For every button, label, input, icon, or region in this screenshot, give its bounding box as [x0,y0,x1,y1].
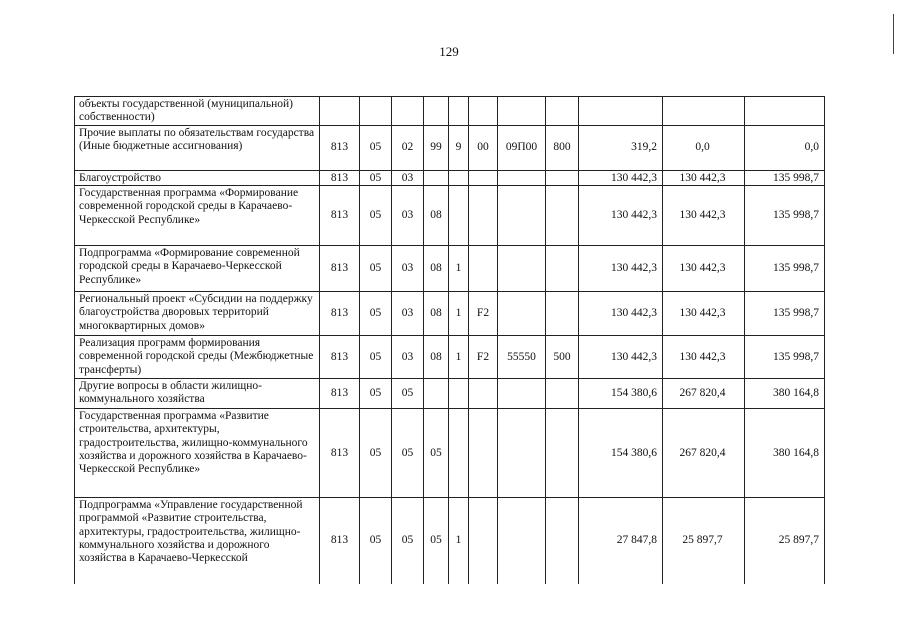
section-code-cell: 05 [360,292,392,336]
grbs-code-cell: 813 [320,186,360,246]
amount-year2-cell: 267 820,4 [663,409,745,498]
table-row [75,292,825,336]
row-name-cell: Реализация программ формирования современной городской среды (Межбюджетные трансферты) [75,336,320,379]
subprogram-code-cell: 1 [449,498,469,584]
direction-code-cell [498,292,546,336]
amount-year3-cell: 135 998,7 [745,246,825,292]
subsection-code-cell: 03 [392,186,424,246]
direction-code-cell [498,379,546,409]
table-body [75,97,825,584]
table-row [75,97,825,126]
grbs-code-cell: 813 [320,336,360,379]
subsection-code-cell: 03 [392,292,424,336]
table-row [75,379,825,409]
subprogram-code-cell [449,171,469,186]
project-code-cell [469,498,498,584]
subsection-code-cell: 05 [392,379,424,409]
amount-year2-cell: 130 442,3 [663,292,745,336]
subsection-code-cell: 03 [392,246,424,292]
program-code-cell: 99 [424,126,449,171]
grbs-code-cell: 813 [320,171,360,186]
subprogram-code-cell [449,379,469,409]
subprogram-code-cell: 1 [449,246,469,292]
section-code-cell: 05 [360,186,392,246]
program-code-cell [424,171,449,186]
program-code-cell [424,97,449,126]
grbs-code-cell: 813 [320,246,360,292]
subsection-code-cell: 05 [392,498,424,584]
subsection-code-cell: 03 [392,171,424,186]
amount-year1-cell: 154 380,6 [579,409,663,498]
direction-code-cell: 55550 [498,336,546,379]
budget-table [74,96,825,584]
grbs-code-cell: 813 [320,292,360,336]
expense-type-cell [546,292,579,336]
table-row [75,126,825,171]
project-code-cell [469,97,498,126]
direction-code-cell [498,498,546,584]
subprogram-code-cell: 1 [449,292,469,336]
amount-year3-cell: 25 897,7 [745,498,825,584]
amount-year2-cell: 0,0 [663,126,745,171]
program-code-cell: 08 [424,246,449,292]
project-code-cell [469,186,498,246]
row-name-cell: Другие вопросы в области жилищно-коммунального хозяйства [75,379,320,409]
amount-year3-cell: 0,0 [745,126,825,171]
grbs-code-cell: 813 [320,498,360,584]
program-code-cell: 08 [424,186,449,246]
section-code-cell: 05 [360,336,392,379]
expense-type-cell [546,97,579,126]
program-code-cell: 08 [424,336,449,379]
amount-year2-cell: 130 442,3 [663,171,745,186]
row-name-cell: Благоустройство [75,171,320,186]
amount-year3-cell: 135 998,7 [745,186,825,246]
project-code-cell [469,171,498,186]
project-code-cell [469,379,498,409]
row-name-cell: Прочие выплаты по обязательствам государства (Иные бюджетные ассигнования) [75,126,320,171]
direction-code-cell [498,246,546,292]
table-row [75,186,825,246]
row-name-cell: Государственная программа «Формирование современной городской среды в Карачаево-Черкесской Республике» [75,186,320,246]
expense-type-cell [546,186,579,246]
page-number: 129 [439,44,459,59]
amount-year1-cell: 319,2 [579,126,663,171]
expense-type-cell [546,379,579,409]
row-name-cell: Подпрограмма «Формирование современной городской среды в Карачаево-Черкесской Республике» [75,246,320,292]
amount-year3-cell: 135 998,7 [745,336,825,379]
expense-type-cell [546,171,579,186]
grbs-code-cell: 813 [320,379,360,409]
amount-year2-cell: 130 442,3 [663,336,745,379]
amount-year1-cell [579,97,663,126]
direction-code-cell [498,186,546,246]
amount-year3-cell: 135 998,7 [745,292,825,336]
program-code-cell: 08 [424,292,449,336]
grbs-code-cell: 813 [320,409,360,498]
section-code-cell: 05 [360,379,392,409]
section-code-cell: 05 [360,171,392,186]
row-name-cell: Региональный проект «Субсидии на поддержку благоустройства дворовых территорий многоквартирных домов» [75,292,320,336]
section-code-cell [360,97,392,126]
subsection-code-cell: 02 [392,126,424,171]
amount-year3-cell: 380 164,8 [745,379,825,409]
amount-year1-cell: 27 847,8 [579,498,663,584]
table-row [75,498,825,584]
subprogram-code-cell [449,409,469,498]
project-code-cell: F2 [469,336,498,379]
project-code-cell [469,409,498,498]
subprogram-code-cell: 9 [449,126,469,171]
amount-year2-cell [663,97,745,126]
grbs-code-cell [320,97,360,126]
amount-year1-cell: 130 442,3 [579,171,663,186]
project-code-cell [469,246,498,292]
row-name-cell: Государственная программа «Развитие строительства, архитектуры, градостроительства, жилищно-коммунального хозяйства и дорожного хозяйства в Карачаево-Черкесской Республике» [75,409,320,498]
amount-year2-cell: 267 820,4 [663,379,745,409]
amount-year1-cell: 130 442,3 [579,246,663,292]
program-code-cell [424,379,449,409]
subsection-code-cell: 05 [392,409,424,498]
section-code-cell: 05 [360,409,392,498]
amount-year1-cell: 130 442,3 [579,292,663,336]
subprogram-code-cell: 1 [449,336,469,379]
row-name-cell: объекты государственной (муниципальной) собственности) [75,97,320,126]
subsection-code-cell: 03 [392,336,424,379]
subprogram-code-cell [449,186,469,246]
subprogram-code-cell [449,97,469,126]
page-edge-line [893,14,894,54]
program-code-cell: 05 [424,498,449,584]
project-code-cell: 00 [469,126,498,171]
direction-code-cell [498,409,546,498]
amount-year1-cell: 154 380,6 [579,379,663,409]
table-row [75,409,825,498]
row-name-cell: Подпрограмма «Управление государственной программой «Развитие строительства, архитектуры, градостроительства, жилищно-коммунального хозяйства и дорожного хозяйства в Карачаево-Черкесской [75,498,320,584]
table-row [75,171,825,186]
amount-year3-cell [745,97,825,126]
amount-year3-cell: 380 164,8 [745,409,825,498]
expense-type-cell: 500 [546,336,579,379]
amount-year2-cell: 25 897,7 [663,498,745,584]
grbs-code-cell: 813 [320,126,360,171]
section-code-cell: 05 [360,498,392,584]
subsection-code-cell [392,97,424,126]
amount-year2-cell: 130 442,3 [663,186,745,246]
program-code-cell: 05 [424,409,449,498]
section-code-cell: 05 [360,246,392,292]
section-code-cell: 05 [360,126,392,171]
amount-year3-cell: 135 998,7 [745,171,825,186]
expense-type-cell: 800 [546,126,579,171]
direction-code-cell [498,171,546,186]
amount-year1-cell: 130 442,3 [579,336,663,379]
table-row [75,336,825,379]
amount-year1-cell: 130 442,3 [579,186,663,246]
project-code-cell: F2 [469,292,498,336]
expense-type-cell [546,246,579,292]
expense-type-cell [546,498,579,584]
direction-code-cell [498,97,546,126]
amount-year2-cell: 130 442,3 [663,246,745,292]
table-row [75,246,825,292]
direction-code-cell: 09П00 [498,126,546,171]
expense-type-cell [546,409,579,498]
